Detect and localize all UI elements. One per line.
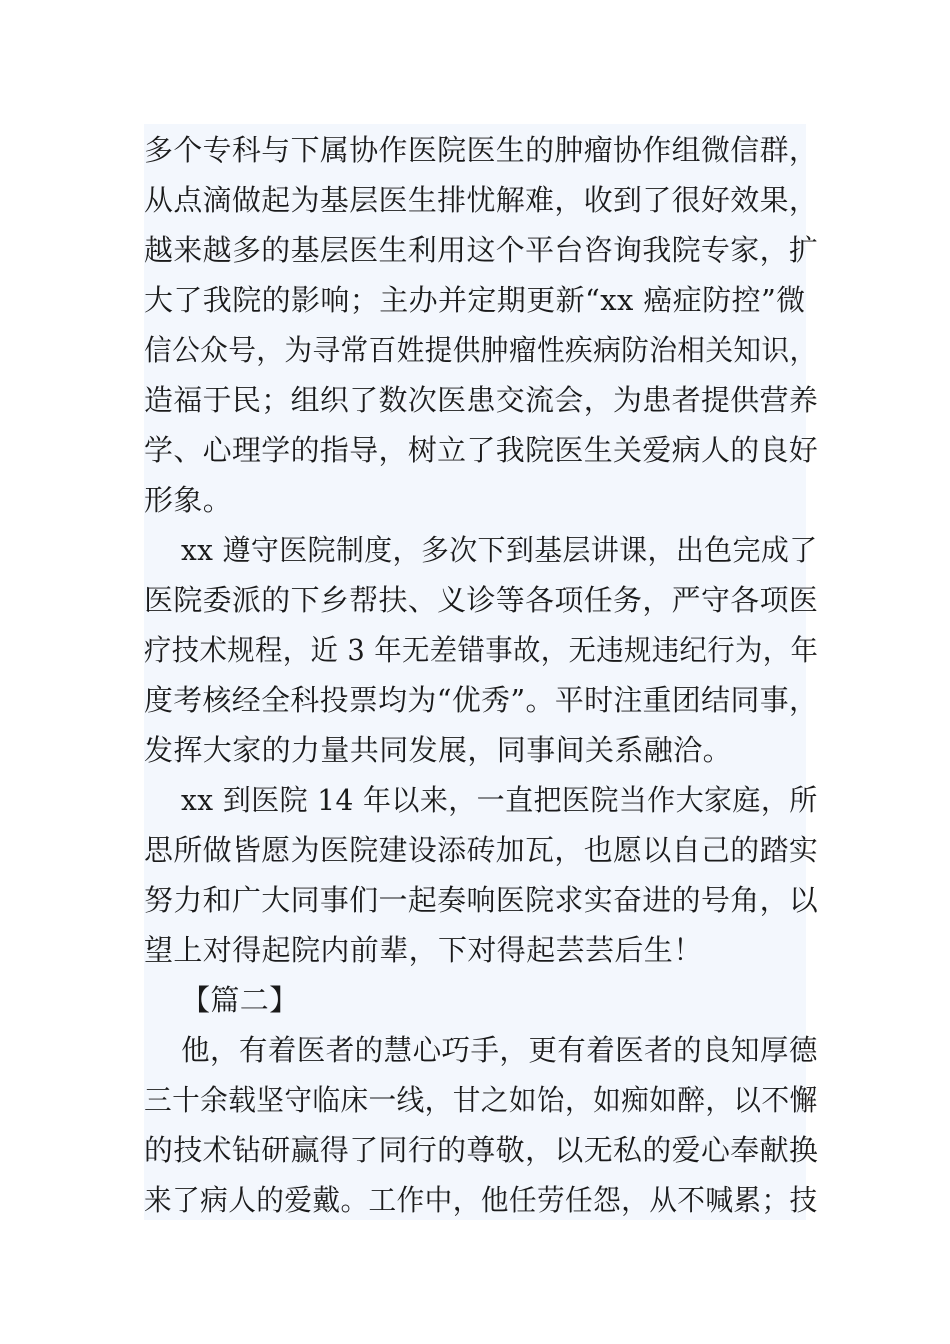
text-line: 的技术钻研赢得了同行的尊敬，以无私的爱心奉献换 <box>144 1133 819 1167</box>
text-line: 信公众号，为寻常百姓提供肿瘤性疾病防治相关知识， <box>144 333 818 367</box>
paragraph-start-line: xx 遵守医院制度，多次下到基层讲课，出色完成了 <box>181 533 818 567</box>
text-line: 三十余载坚守临床一线，甘之如饴，如痴如醉，以不懈 <box>144 1083 818 1117</box>
text-line: 多个专科与下属协作医院医生的肿瘤协作组微信群， <box>144 133 819 167</box>
text-line: 发挥大家的力量共同发展，同事间关系融洽。 <box>144 733 733 767</box>
text-line: 疗技术规程，近 3 年无差错事故，无违规违纪行为，年 <box>144 633 819 667</box>
paragraph-start-line: 他，有着医者的慧心巧手，更有着医者的良知厚德 <box>181 1033 818 1067</box>
text-line: 形象。 <box>144 483 233 517</box>
paragraph-start-line: xx 到医院 14 年以来，一直把医院当作大家庭，所 <box>181 783 818 817</box>
text-line: 造福于民；组织了数次医患交流会，为患者提供营养 <box>144 383 819 417</box>
text-line: 学、心理学的指导，树立了我院医生关爱病人的良好 <box>144 433 819 467</box>
text-line: 思所做皆愿为医院建设添砖加瓦，也愿以自己的踏实 <box>144 833 819 867</box>
text-line: 度考核经全科投票均为“优秀”。平时注重团结同事， <box>144 683 819 717</box>
text-line: 努力和广大同事们一起奏响医院求实奋进的号角，以 <box>144 883 819 917</box>
text-line: 从点滴做起为基层医生排忧解难，收到了很好效果， <box>144 183 819 217</box>
text-line: 来了病人的爱戴。工作中，他任劳任怨，从不喊累；技 <box>144 1183 818 1217</box>
section-heading: 【篇二】 <box>181 983 299 1017</box>
document-body <box>144 124 819 1220</box>
text-line: 望上对得起院内前辈，下对得起芸芸后生！ <box>144 933 703 967</box>
text-line: 越来越多的基层医生利用这个平台咨询我院专家，扩 <box>144 233 819 267</box>
text-line: 大了我院的影响；主办并定期更新“xx 癌症防控”微 <box>144 283 806 317</box>
text-line: 医院委派的下乡帮扶、义诊等各项任务，严守各项医 <box>144 583 819 617</box>
